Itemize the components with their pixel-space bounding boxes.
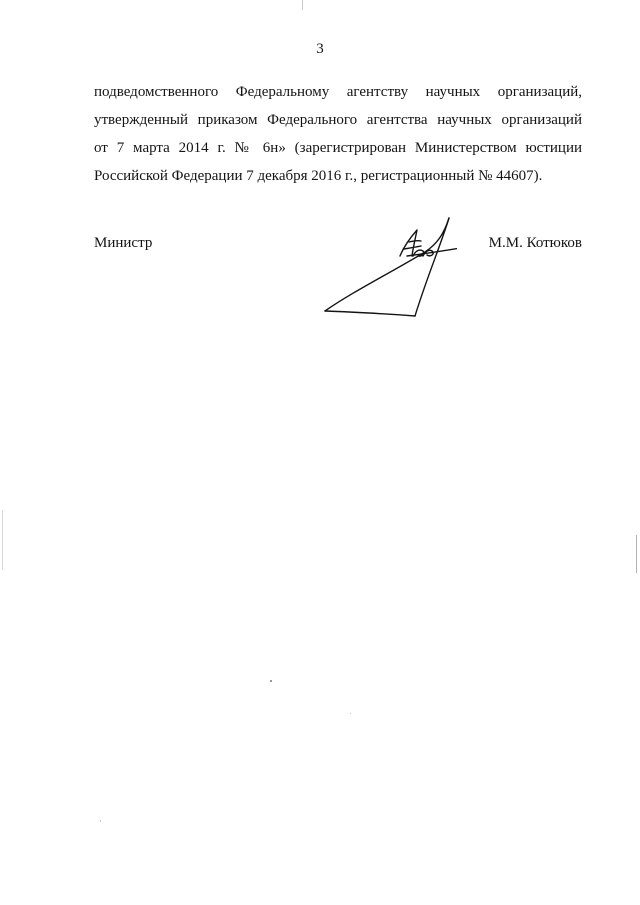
page-number: 3 bbox=[316, 41, 324, 57]
scan-artifact bbox=[350, 713, 351, 714]
paragraph-line-3: от 7 марта 2014 г. № 6н» (зарегистрирован Министерством юстиции bbox=[94, 140, 582, 156]
scan-artifact bbox=[2, 510, 3, 570]
scan-artifact bbox=[636, 535, 637, 573]
handwritten-signature bbox=[322, 212, 457, 322]
scan-artifact bbox=[100, 820, 101, 822]
scan-artifact bbox=[270, 680, 272, 682]
signatory-name: М.М. Котюков bbox=[488, 235, 582, 251]
paragraph-line-1: подведомственного Федеральному агентству научных организаций, bbox=[94, 84, 582, 100]
paragraph-line-2: утвержденный приказом Федерального агентства научных организаций bbox=[94, 112, 582, 128]
position-title: Министр bbox=[94, 235, 153, 251]
scan-artifact bbox=[302, 0, 303, 10]
body-paragraph bbox=[94, 78, 582, 190]
paragraph-line-4: Российской Федерации 7 декабря 2016 г., регистрационный № 44607). bbox=[94, 168, 543, 184]
